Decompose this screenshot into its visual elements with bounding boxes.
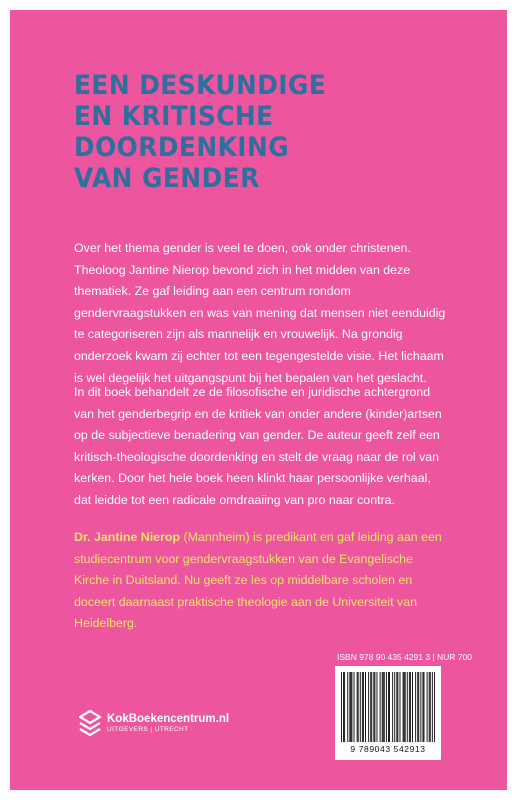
title-line: EEN DESKUNDIGE	[74, 70, 327, 101]
barcode-bar	[405, 672, 406, 742]
barcode-bar	[363, 672, 364, 742]
barcode-bar	[420, 672, 421, 742]
barcode-bar	[415, 672, 416, 742]
barcode-bar	[399, 672, 400, 742]
barcode-bar	[409, 672, 410, 742]
barcode-bar	[341, 672, 342, 742]
barcode-bar	[386, 672, 387, 742]
publisher-logo-icon	[79, 710, 101, 736]
title-line: DOORDENKING	[74, 132, 290, 163]
barcode-bar	[430, 672, 431, 742]
barcode-bar	[380, 672, 381, 742]
barcode-bar	[343, 672, 344, 742]
barcode-bar	[388, 672, 389, 742]
barcode-bar	[354, 672, 355, 742]
back-cover	[10, 10, 507, 790]
barcode-bar	[382, 672, 383, 742]
barcode-bar	[396, 672, 397, 742]
barcode-bar	[365, 672, 366, 742]
barcode-bar	[432, 672, 433, 742]
barcode-bar	[368, 672, 369, 742]
barcode-bar	[370, 672, 371, 742]
author-bio	[74, 527, 450, 635]
blurb-paragraph-1: Over het thema gender is veel te doen, ook onder christenen. Theoloog Jantine Nierop bevond zich in het midden van deze thematiek. Ze gaf leiding aan een centrum rondom gendervraagstukken en was van mening dat mensen niet eenduidig te categoriseren zijn als mannelijk en vrouwelijk. Na grondig onderzoek kwam zij echter tot een tegengestelde visie. Het lichaam is wel degelijk het uitgangspunt bij het bepalen van het geslacht.	[74, 241, 446, 385]
barcode	[335, 666, 441, 760]
title-line: VAN GENDER	[74, 163, 260, 194]
barcode-bar	[417, 672, 418, 742]
title-line: EN KRITISCHE	[74, 101, 274, 132]
barcode-bar	[360, 672, 361, 742]
cover-title	[74, 70, 326, 194]
barcode-bar	[350, 672, 351, 742]
barcode-bar	[344, 672, 345, 742]
barcode-bars	[341, 672, 435, 742]
barcode-bar	[427, 672, 428, 742]
barcode-bar	[377, 672, 378, 742]
barcode-bar	[412, 672, 413, 742]
barcode-bar	[351, 672, 352, 742]
barcode-bar	[373, 672, 374, 742]
barcode-bar	[394, 672, 395, 742]
isbn-nur-line: ISBN 978 90 435 4291 3 | NUR 700	[337, 652, 472, 662]
barcode-bar	[403, 672, 404, 742]
barcode-bar	[418, 672, 419, 742]
barcode-bar	[389, 672, 390, 742]
barcode-bar	[410, 672, 411, 742]
barcode-bar	[422, 672, 423, 742]
barcode-digits: 9 789043 542913	[350, 744, 426, 754]
barcode-bar	[407, 672, 408, 742]
barcode-bar	[434, 672, 435, 742]
barcode-bar	[392, 672, 393, 742]
barcode-bar	[371, 672, 372, 742]
author-bio-text: (Mannheim) is predikant en gaf leiding aan een studiecentrum voor gendervraagstukken van de Evangelische Kirche in Duitsland. Nu geeft ze les op middelbare scholen en doceert daarnaast praktische theologie aan de Universiteit van Heidelberg.	[74, 530, 442, 631]
barcode-bar	[374, 672, 375, 742]
barcode-bar	[358, 672, 359, 742]
barcode-bar	[347, 672, 348, 742]
publisher-logo	[79, 710, 229, 736]
blurb-paragraph-2: In dit boek behandelt ze de filosofische en juridische achtergrond van het genderbegrip en de kritiek van onder andere (kinder)artsen op de subjectieve benadering van gender. De auteur geeft zelf een kritisch-theologische doordenking en stelt de vraag naar de rol van kerken. Door het hele boek heen klinkt haar persoonlijke verhaal, dat leidde tot een radicale omdraaiing van pro naar contra.	[74, 385, 442, 507]
barcode-bar	[429, 672, 430, 742]
barcode-bar	[424, 672, 425, 742]
barcode-bar	[384, 672, 385, 742]
barcode-bar	[357, 672, 358, 742]
barcode-bar	[404, 672, 405, 742]
barcode-bar	[397, 672, 398, 742]
barcode-bar	[362, 672, 363, 742]
publisher-subtitle: UITGEVERS | UTRECHT	[107, 725, 189, 733]
barcode-bar	[383, 672, 384, 742]
author-name: Dr. Jantine Nierop	[74, 530, 181, 544]
barcode-bar	[349, 672, 350, 742]
publisher-name: KokBoekencentrum.nl	[107, 713, 230, 726]
